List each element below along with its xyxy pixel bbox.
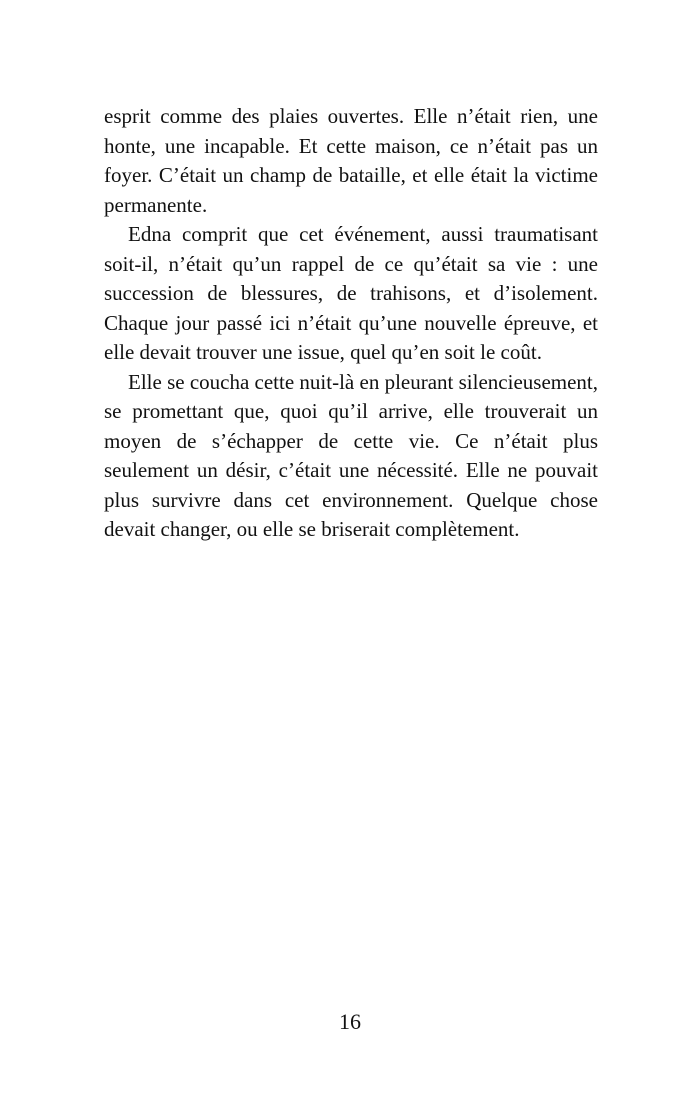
paragraph: Elle se coucha cette nuit-là en pleurant silencieusement, se promettant que, quoi qu’il arrive, elle trouverait un moyen de s’échapper de cette vie. Ce n’était plus seulement un désir, c’était une nécessité. Elle ne pouvait plus survivre dans cet environnement. Quelque chose devait changer, ou elle se briserait complètement.: [104, 369, 598, 541]
page-body-text: [104, 102, 598, 545]
paragraph-continuation: esprit comme des plaies ouvertes. Elle n’était rien, une honte, une incapable. Et cette maison, ce n’était pas un foyer. C’était un champ de bataille, et elle était la victime permanente.: [104, 104, 598, 217]
page-number: 16: [339, 1009, 361, 1034]
paragraph: Edna comprit que cet événement, aussi traumatisant soit-il, n’était qu’un rappel de ce qu’était sa vie : une succession de blessures, de trahisons, et d’isolement. Chaque jour passé ici n’était qu’une nouvelle épreuve, et elle devait trouver une issue, quel qu’en soit le coût.: [104, 222, 598, 364]
